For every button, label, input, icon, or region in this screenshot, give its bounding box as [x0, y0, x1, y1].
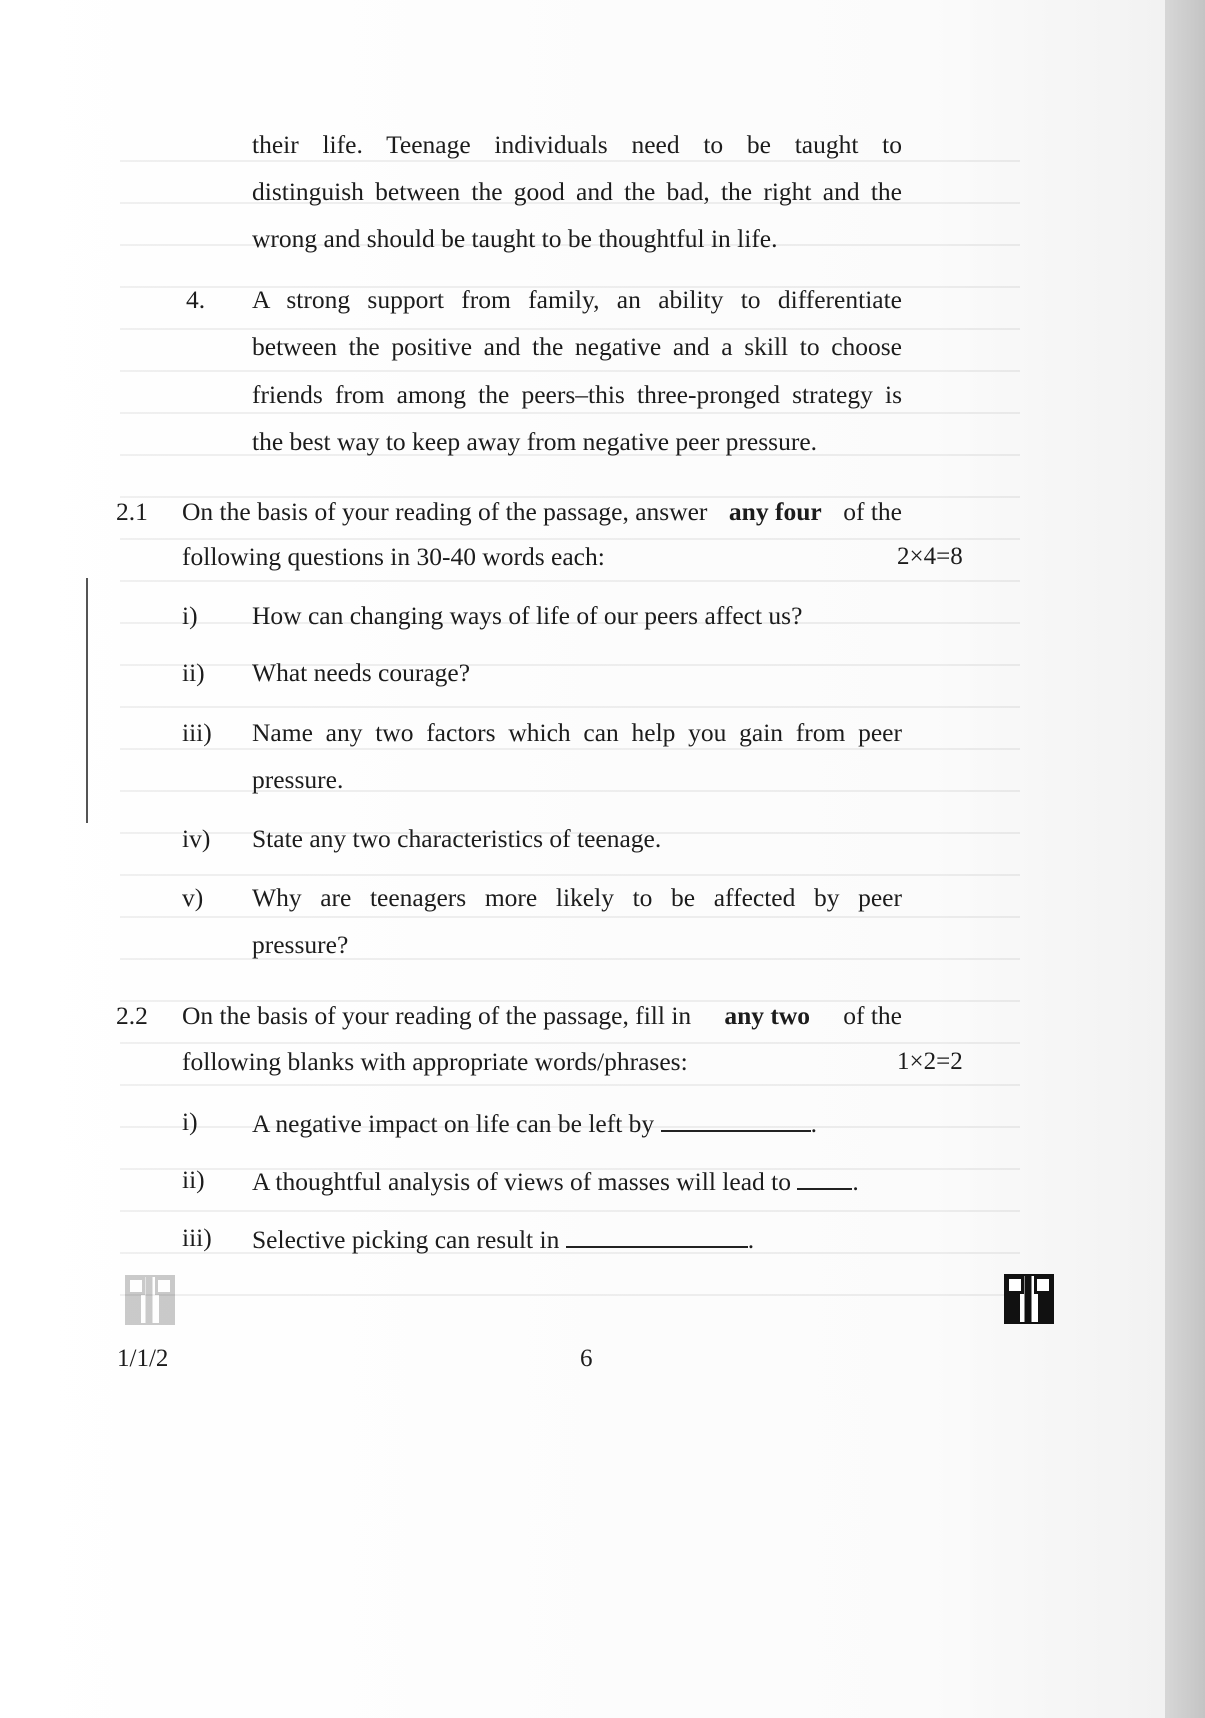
item-text: A thoughtful analysis of views of masses will lead to — [252, 1167, 791, 1196]
stem-text: of the — [843, 1001, 902, 1030]
question-stem-line: following questions in 30-40 words each: — [182, 542, 605, 571]
answer-blank[interactable] — [797, 1164, 852, 1190]
marks-label: 2×4=8 — [897, 543, 963, 570]
passage-line: A strong support from family, an ability to differentiate — [252, 285, 902, 314]
question-stem-line: following blanks with appropriate words/phrases: — [182, 1047, 688, 1076]
stem-emphasis: any four — [728, 497, 822, 526]
question-number: 2.2 — [116, 1001, 148, 1030]
question-stem — [182, 496, 902, 528]
question-item — [252, 1222, 754, 1256]
answer-blank[interactable] — [566, 1222, 748, 1248]
question-item: Why are teenagers more likely to be affected by peer — [252, 883, 902, 912]
passage-line: wrong and should be taught to be thoughtful in life. — [252, 224, 778, 253]
question-item — [252, 1106, 817, 1140]
stem-text: of the — [843, 497, 902, 526]
question-item — [252, 1164, 859, 1198]
question-item: State any two characteristics of teenage. — [252, 824, 662, 853]
marks-label: 1×2=2 — [897, 1048, 963, 1075]
item-end: . — [852, 1167, 859, 1196]
item-end: . — [747, 1225, 755, 1254]
item-label: v) — [182, 883, 204, 912]
question-stem — [182, 1000, 902, 1032]
item-label: iv) — [182, 824, 211, 853]
stem-text: On the basis of your reading of the passage, answer — [182, 497, 708, 526]
item-label: i) — [182, 601, 198, 630]
question-number: 2.1 — [116, 497, 148, 526]
answer-blank[interactable] — [661, 1106, 811, 1132]
stem-text: On the basis of your reading of the passage, fill in — [182, 1001, 692, 1030]
item-text: Selective picking can result in — [252, 1225, 560, 1254]
item-text: A negative impact on life can be left by — [252, 1109, 655, 1138]
stem-emphasis: any two — [724, 1001, 811, 1030]
passage-line: the best way to keep away from negative peer pressure. — [252, 427, 818, 456]
qr-code-icon — [1006, 1276, 1052, 1322]
margin-line — [86, 578, 88, 823]
question-item: How can changing ways of life of our peers affect us? — [252, 601, 803, 630]
item-end: . — [810, 1109, 817, 1138]
point-number: 4. — [186, 285, 206, 314]
paper-code: 1/1/2 — [117, 1345, 169, 1372]
page-number: 6 — [580, 1345, 593, 1372]
question-item-cont: pressure? — [252, 930, 349, 959]
passage-line: their life. Teenage individuals need to be taught to — [252, 130, 902, 159]
item-label: i) — [182, 1107, 198, 1136]
item-label: ii) — [182, 658, 205, 687]
item-label: ii) — [182, 1165, 205, 1194]
passage-line: friends from among the peers–this three-pronged strategy is — [252, 380, 902, 409]
question-item-cont: pressure. — [252, 765, 344, 794]
passage-line: distinguish between the good and the bad, the right and the — [252, 177, 902, 206]
qr-code-icon — [127, 1277, 173, 1323]
item-label: iii) — [182, 718, 212, 747]
question-item: Name any two factors which can help you gain from peer — [252, 718, 902, 747]
passage-line: between the positive and the negative and a skill to choose — [252, 332, 902, 361]
item-label: iii) — [182, 1223, 212, 1252]
paper-edge-shadow — [1165, 0, 1205, 1718]
question-item: What needs courage? — [252, 658, 471, 687]
